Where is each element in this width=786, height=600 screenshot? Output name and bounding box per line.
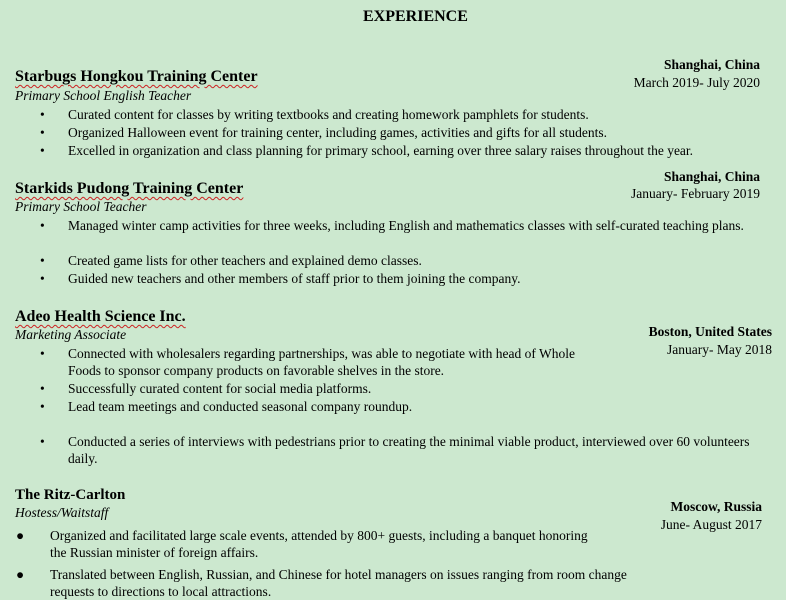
bullet-icon: • bbox=[40, 253, 45, 268]
bullet-text: Organized Halloween event for training center, including games, activities and gifts for all students. bbox=[68, 125, 608, 140]
company-name-text: Adeo Health Science Inc. bbox=[15, 308, 186, 325]
bullet-icon: ● bbox=[16, 567, 25, 582]
bullet-text: Organized and facilitated large scale events, attended by 800+ guests, including a banquet honoring the Russian minister of foreign affairs. bbox=[50, 528, 588, 560]
job-role: Marketing Associate bbox=[15, 327, 127, 342]
company-name-text: Starbugs Hongkou Training Center bbox=[15, 68, 258, 85]
job-dates: March 2019- July 2020 bbox=[633, 75, 760, 90]
company-name bbox=[15, 180, 243, 198]
bullet-text: Conducted a series of interviews with pedestrians prior to creating the minimal viable product, interviewed over 60 volunteers daily. bbox=[68, 434, 750, 466]
bullet-icon: ● bbox=[16, 528, 25, 543]
company-name: The Ritz-Carlton bbox=[15, 487, 126, 503]
job-role: Hostess/Waitstaff bbox=[15, 505, 109, 520]
bullet-icon: • bbox=[40, 143, 45, 158]
bullet-text: Successfully curated content for social media platforms. bbox=[68, 381, 372, 396]
bullet-text: Managed winter camp activities for three weeks, including English and mathematics classes with self-curated teaching plans. bbox=[68, 218, 744, 233]
bullet-text: Created game lists for other teachers and explained demo classes. bbox=[68, 253, 422, 268]
bullet-icon: • bbox=[40, 381, 45, 396]
bullet-icon: • bbox=[40, 399, 45, 414]
job-location: Boston, United States bbox=[648, 324, 772, 339]
bullet-text: Translated between English, Russian, and Chinese for hotel managers on issues ranging from room change requests to directions to local attractions. bbox=[50, 567, 627, 599]
job-location: Shanghai, China bbox=[663, 169, 760, 184]
bullet-icon: • bbox=[40, 346, 45, 361]
job-location: Moscow, Russia bbox=[670, 499, 762, 514]
bullet-text: Lead team meetings and conducted seasonal company roundup. bbox=[68, 399, 413, 414]
bullet-icon: • bbox=[40, 107, 45, 122]
job-dates: January- February 2019 bbox=[631, 186, 760, 201]
company-name bbox=[15, 68, 258, 86]
company-name bbox=[15, 308, 186, 326]
job-role: Primary School English Teacher bbox=[15, 88, 192, 103]
job-location: Shanghai, China bbox=[663, 57, 760, 72]
job-dates: January- May 2018 bbox=[667, 342, 772, 357]
company-name-text: Starkids Pudong Training Center bbox=[15, 180, 244, 197]
job-dates: June- August 2017 bbox=[660, 517, 762, 532]
bullet-text: Curated content for classes by writing textbooks and creating homework pamphlets for students. bbox=[68, 107, 589, 122]
bullet-text: Connected with wholesalers regarding partnerships, was able to negotiate with head of Whole Foods to sponsor company products on favorable shelves in the store. bbox=[68, 346, 575, 378]
bullet-icon: • bbox=[40, 434, 45, 449]
section-title: EXPERIENCE bbox=[363, 8, 468, 25]
job-role: Primary School Teacher bbox=[15, 199, 147, 214]
bullet-icon: • bbox=[40, 218, 45, 233]
bullet-text: Excelled in organization and class planning for primary school, earning over three salary raises throughout the year. bbox=[68, 143, 694, 158]
bullet-icon: • bbox=[40, 125, 45, 140]
bullet-icon: • bbox=[40, 271, 45, 286]
bullet-text: Guided new teachers and other members of staff prior to them joining the company. bbox=[68, 271, 521, 286]
